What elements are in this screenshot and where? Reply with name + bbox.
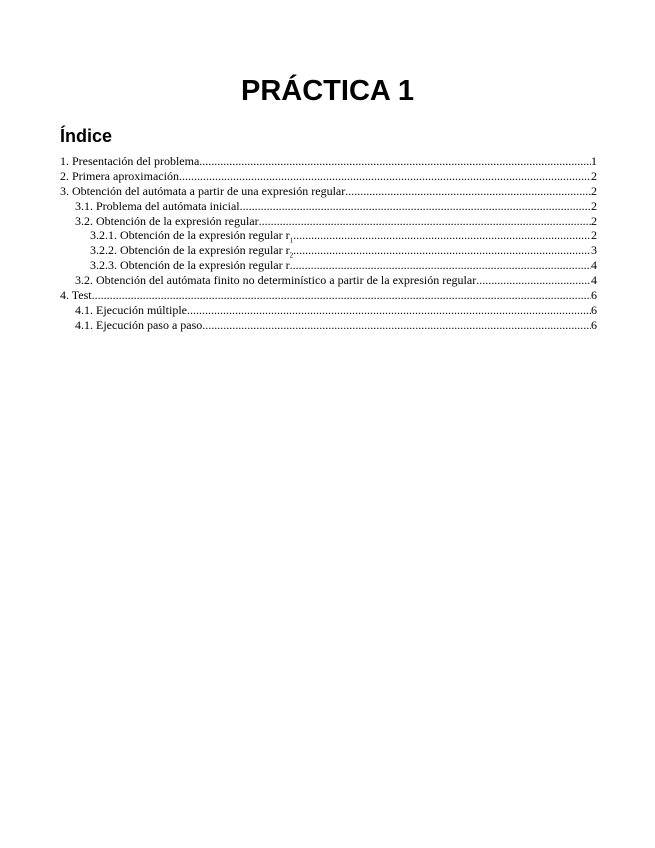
toc-heading: Índice	[60, 126, 113, 146]
toc-dot-leader	[240, 199, 591, 214]
toc-entry-title: 1. Presentación del problema	[60, 154, 200, 168]
toc-entry-title: 3.2.3. Obtención de la expresión regular r	[90, 258, 290, 273]
toc-entry-title: 3.1. Problema del autómata inicial	[75, 198, 240, 213]
toc-entry-title: 3. Obtención del autómata a partir de una expresión regular	[60, 183, 346, 198]
toc-entry-title: 3.2.2. Obtención de la expresión regular $r_2$	[90, 243, 294, 259]
toc-entry-title: 4. Test	[60, 288, 92, 303]
toc-entry[interactable]	[60, 169, 597, 184]
toc-entry[interactable]	[60, 258, 597, 273]
toc-dot-leader	[259, 214, 591, 229]
toc-dot-leader	[92, 288, 591, 303]
page-title: PRÁCTICA 1	[241, 75, 414, 107]
toc-dot-leader	[187, 303, 591, 318]
toc-page-number: 6	[591, 317, 597, 332]
toc-entry[interactable]	[60, 243, 597, 258]
toc-entry[interactable]	[60, 273, 597, 288]
table-of-contents	[60, 154, 597, 333]
toc-entry-title: 4.1. Ejecución múltiple	[75, 302, 187, 317]
toc-entry[interactable]	[60, 154, 597, 169]
toc-entry[interactable]	[60, 318, 597, 333]
toc-dot-leader	[179, 169, 591, 184]
toc-page-number: 2	[591, 228, 597, 243]
toc-entry-subscript: 1	[289, 236, 294, 244]
toc-entry-title: 3.2. Obtención del autómata finito no determinístico a partir de la expresión regular	[75, 273, 477, 288]
toc-page-number: 2	[591, 183, 597, 198]
toc-entry[interactable]	[60, 214, 597, 229]
toc-page-number: 1	[591, 154, 597, 168]
toc-entry-title: 4.1. Ejecución paso a paso	[75, 317, 203, 332]
toc-dot-leader	[293, 228, 591, 243]
toc-entry-title: 2. Primera aproximación	[60, 168, 179, 183]
toc-page-number: 3	[591, 243, 597, 258]
toc-page-number: 2	[591, 168, 597, 183]
toc-entry[interactable]	[60, 303, 597, 318]
toc-page-number: 6	[591, 302, 597, 317]
toc-dot-leader	[199, 154, 591, 169]
toc-dot-leader	[290, 258, 591, 273]
toc-page-number: 6	[591, 288, 597, 303]
toc-page-number: 2	[591, 213, 597, 228]
toc-entry[interactable]	[60, 228, 597, 243]
toc-page-number: 4	[591, 273, 597, 288]
toc-entry-subscript: 2	[289, 251, 294, 259]
toc-page-number: 4	[591, 258, 597, 273]
toc-dot-leader	[202, 318, 591, 333]
toc-page-number: 2	[591, 198, 597, 213]
toc-entry[interactable]	[60, 288, 597, 303]
toc-entry[interactable]	[60, 184, 597, 199]
toc-entry[interactable]	[60, 199, 597, 214]
toc-dot-leader	[476, 273, 591, 288]
toc-entry-title: 3.2.1. Obtención de la expresión regular $r_1$	[90, 228, 294, 244]
toc-dot-leader	[293, 243, 591, 258]
toc-dot-leader	[345, 184, 591, 199]
toc-entry-title: 3.2. Obtención de la expresión regular	[75, 213, 259, 228]
